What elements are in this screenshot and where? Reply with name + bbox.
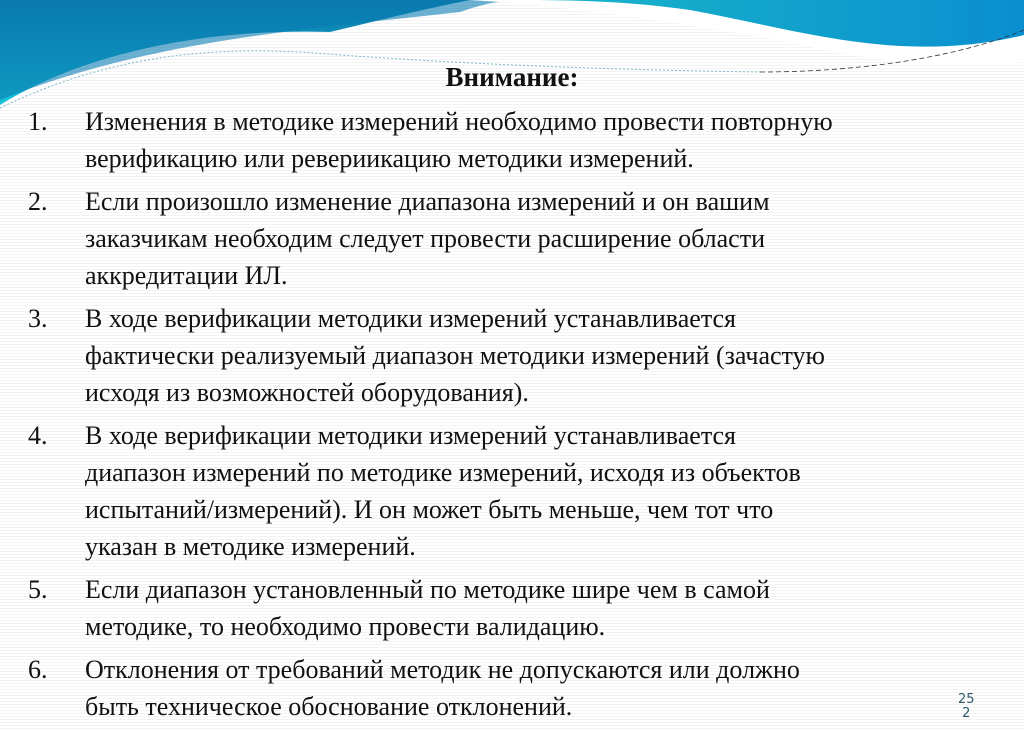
page-number [958, 693, 975, 721]
list-item [0, 571, 1024, 645]
item-text: Изменения в методике измерений необходимо провести повторную [85, 107, 833, 136]
item-text: Если диапазон установленный по методике шире чем в самой [85, 575, 770, 604]
list-item [0, 651, 1024, 725]
item-number: 5. [28, 575, 48, 604]
list-item [0, 300, 1024, 411]
item-number: 6. [28, 655, 48, 684]
item-text: быть техническое обоснование отклонений. [85, 692, 573, 721]
item-number: 4. [28, 421, 48, 450]
header-wave-decoration [0, 0, 1024, 110]
item-text: аккредитации ИЛ. [85, 261, 288, 290]
item-number: 3. [28, 304, 48, 333]
item-text: методике, то необходимо провести валидацию. [85, 612, 606, 641]
item-number: 1. [28, 107, 48, 136]
item-text: В ходе верификации методики измерений устанавливается [85, 421, 737, 450]
list-item [0, 417, 1024, 565]
item-number: 2. [28, 187, 48, 216]
item-text: заказчикам необходим следует провести расширение области [85, 224, 765, 253]
item-text: В ходе верификации методики измерений устанавливается [85, 304, 737, 333]
item-text: фактически реализуемый диапазон методики измерений (зачастую [85, 341, 825, 370]
list-item [0, 183, 1024, 294]
item-text: Отклонения от требований методик не допускаются или должно [85, 655, 800, 684]
item-text: Если произошло изменение диапазона измерений и он вашим [85, 187, 770, 216]
item-text: испытаний/измерений). И он может быть меньше, чем тот что [85, 495, 774, 524]
numbered-list [0, 103, 1024, 731]
page-number-primary: 25 [958, 692, 975, 707]
item-text: диапазон измерений по методике измерений, исходя из объектов [85, 458, 801, 487]
item-text: указан в методике измерений. [85, 532, 416, 561]
page-number-secondary: 2 [962, 706, 971, 721]
list-item [0, 103, 1024, 177]
slide-title: Внимание: [445, 62, 579, 92]
item-text: верификацию или ревериикацию методики измерений. [85, 144, 694, 173]
item-text: исходя из возможностей оборудования). [85, 378, 529, 407]
